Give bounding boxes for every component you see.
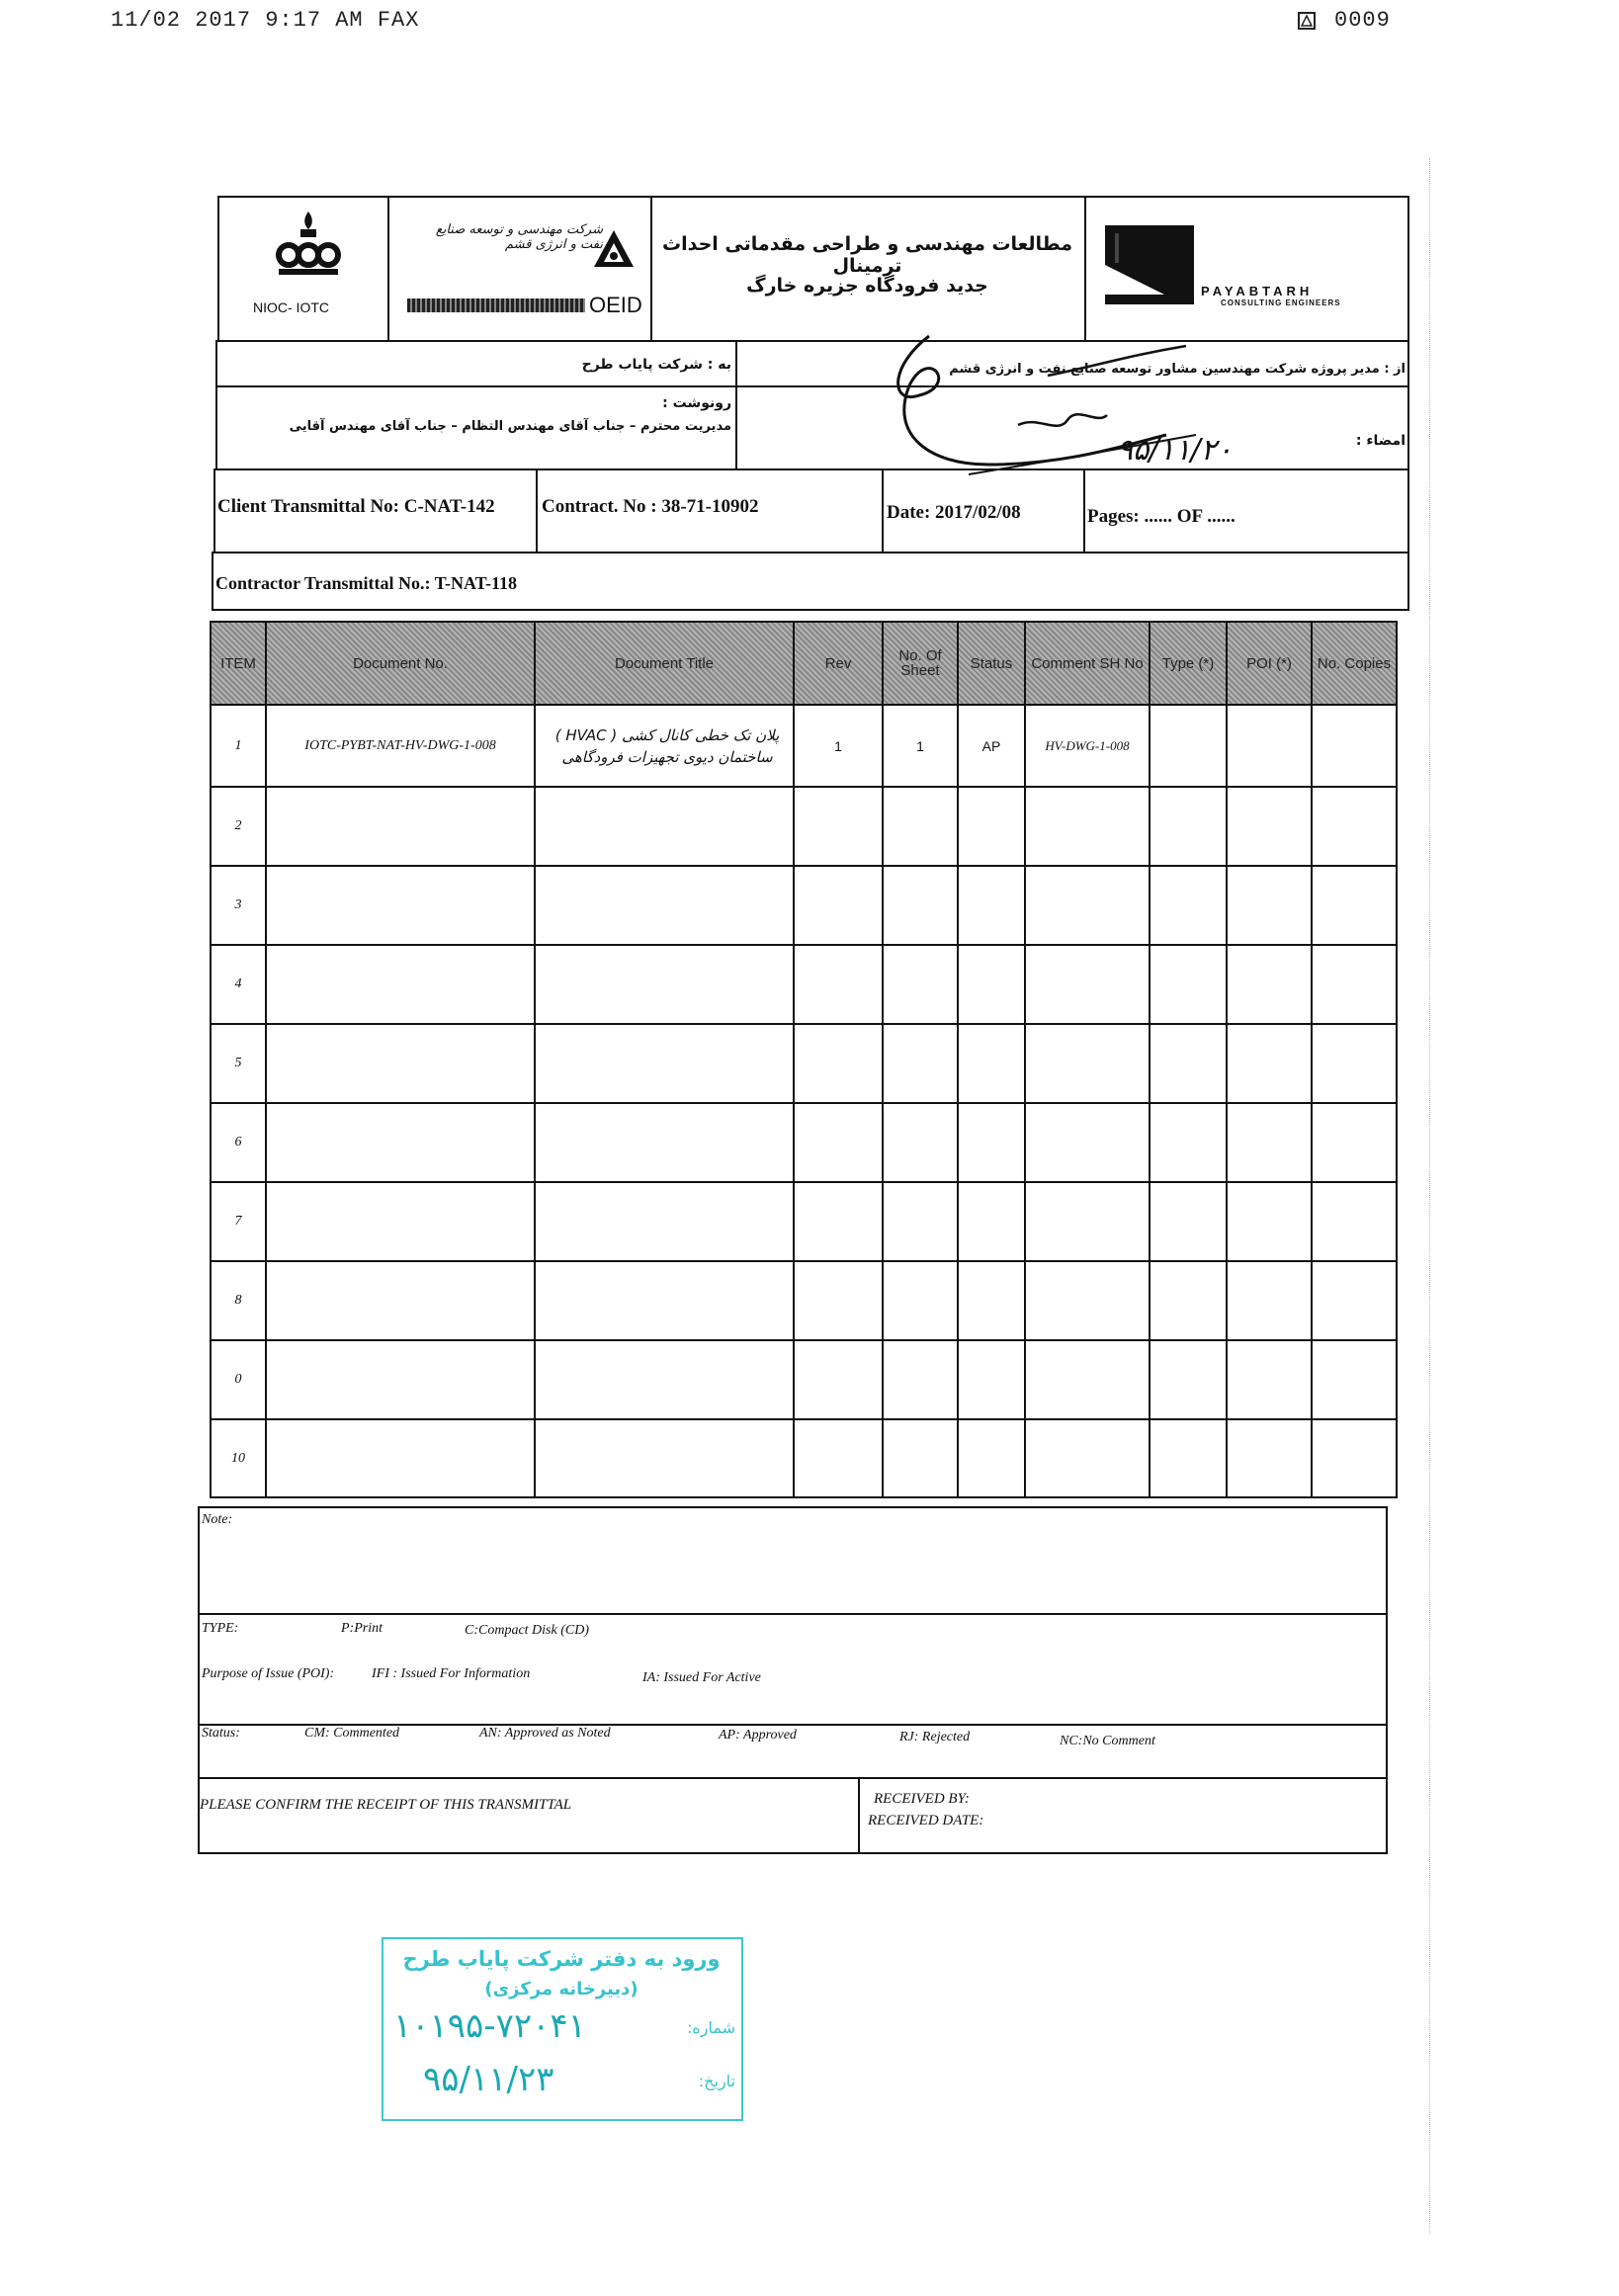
col-header-status: Status xyxy=(959,623,1024,704)
table-row-1-sheets: 1 xyxy=(916,737,924,754)
table-row-10-item: 10 xyxy=(231,1451,245,1466)
type-cd: C:Compact Disk (CD) xyxy=(465,1623,589,1638)
contract-number: Contract. No : 38-71-10902 xyxy=(542,496,759,517)
contractor-transmittal: Contractor Transmittal No.: T-NAT-118 xyxy=(215,573,518,593)
stamp-number-label: شماره: xyxy=(686,2018,735,2037)
note-label: Note: xyxy=(202,1512,233,1527)
status-cm: CM: Commented xyxy=(304,1726,400,1741)
poi-ifi: IFI : Issued For Information xyxy=(372,1666,531,1681)
oeid-label: OEID xyxy=(589,293,642,317)
stamp-line1: ورود به دفتر شرکت پایاب طرح xyxy=(402,1947,721,1971)
status-label: Status: xyxy=(202,1726,240,1741)
table-row-1-title: پلان تک خطی کانال کشی ( HVAC ) ساختمان دیوی تجهیزات فرودگاهی xyxy=(554,725,780,766)
col-header-document-no: Document No. xyxy=(267,623,534,704)
status-ap: AP: Approved xyxy=(719,1728,797,1743)
table-row-9-item: 0 xyxy=(234,1372,242,1387)
handwritten-date: ۹۵/۱۱/۲۰ xyxy=(1117,433,1233,468)
received-by: RECEIVED BY: xyxy=(874,1791,970,1807)
table-row-1-item: 1 xyxy=(234,737,242,753)
col-header-comment-sh: Comment SH No xyxy=(1026,623,1149,704)
table-row-1-rev: 1 xyxy=(834,737,842,754)
col-header-document-title: Document Title xyxy=(536,623,793,704)
table-row-1-doc-no: IOTC-PYBT-NAT-HV-DWG-1-008 xyxy=(304,737,496,753)
received-date: RECEIVED DATE: xyxy=(868,1813,984,1828)
payabtarh-name: PAYABTARH xyxy=(1201,284,1314,298)
to-field: به : شرکت پایاب طرح xyxy=(581,357,731,373)
table-row-1-status: AP xyxy=(981,737,1001,754)
pages-count: Pages: ...... OF ...... xyxy=(1087,506,1236,527)
table-row-8-item: 8 xyxy=(234,1293,242,1308)
table-row-3-item: 3 xyxy=(234,897,242,912)
type-print: P:Print xyxy=(341,1621,383,1636)
cc-label: رونوشت : xyxy=(662,395,731,411)
type-label: TYPE: xyxy=(202,1621,239,1636)
oeid-persian-name: شرکت مهندسی و توسعه صنایع نفت و انرژی قشم xyxy=(435,222,603,252)
cc-text: مدیریت محترم – جناب آقای مهندس التظام – جناب آقای مهندس آقایی xyxy=(289,419,731,434)
payabtarh-logo xyxy=(1105,225,1194,304)
col-header-copies: No. Copies xyxy=(1313,623,1396,704)
fax-page-number: 0009 xyxy=(1334,8,1391,33)
nioc-logo xyxy=(259,208,358,287)
transmittal-date: Date: 2017/02/08 xyxy=(887,502,1021,523)
payabtarh-subtitle: CONSULTING ENGINEERS xyxy=(1221,298,1341,307)
col-header-type: Type (*) xyxy=(1150,623,1226,704)
oeid-logo-icon xyxy=(591,227,637,273)
table-row-6-item: 6 xyxy=(234,1135,242,1149)
col-header-poi: POI (*) xyxy=(1228,623,1311,704)
received-stamp xyxy=(382,1937,743,2121)
from-field: از : مدیر پروژه شرکت مهندسین مشاور توسعه صنایع نفت و انرژی قشم xyxy=(949,362,1406,377)
poi-ia: IA: Issued For Active xyxy=(642,1670,761,1685)
table-row-1-comment-sh: HV-DWG-1-008 xyxy=(1045,737,1130,753)
col-header-no-of-sheet: No. Of Sheet xyxy=(884,623,957,704)
table-row-2-item: 2 xyxy=(234,818,242,833)
stamp-line2: (دبیرخانه مرکزی) xyxy=(484,1979,639,1999)
col-header-rev: Rev xyxy=(795,623,882,704)
oeid-strip xyxy=(407,298,585,312)
status-rj: RJ: Rejected xyxy=(899,1730,971,1744)
fax-datetime: 11/02 2017 9:17 AM FAX xyxy=(111,8,420,33)
project-title-line1: مطالعات مهندسی و طراحی مقدماتی احداث ترمینال xyxy=(662,233,1072,277)
status-nc: NC:No Comment xyxy=(1060,1734,1155,1748)
stamp-date-value: ۹۵/۱۱/۲۳ xyxy=(423,2060,554,2099)
nioc-label: NIOC- IOTC xyxy=(253,299,329,315)
poi-label: Purpose of Issue (POI): xyxy=(202,1666,335,1681)
scan-edge xyxy=(1429,158,1431,2234)
confirm-receipt: PLEASE CONFIRM THE RECEIPT OF THIS TRANSMITTAL xyxy=(200,1797,572,1813)
client-transmittal: Client Transmittal No: C-NAT-142 xyxy=(217,496,495,517)
table-row-5-item: 5 xyxy=(234,1056,242,1070)
project-title-line2: جدید فرودگاه جزیره خارگ xyxy=(746,275,988,297)
col-header-item: ITEM xyxy=(212,623,265,704)
stamp-number-value: ۱۰۱۹۵-۷۲۰۴۱ xyxy=(393,2006,586,2046)
fax-page-icon xyxy=(1298,12,1316,30)
stamp-date-label: تاریخ: xyxy=(698,2072,735,2090)
signature-label: امضاء : xyxy=(1355,433,1406,449)
table-row-7-item: 7 xyxy=(234,1214,242,1229)
status-an: AN: Approved as Noted xyxy=(479,1726,611,1741)
table-row-4-item: 4 xyxy=(234,977,242,991)
